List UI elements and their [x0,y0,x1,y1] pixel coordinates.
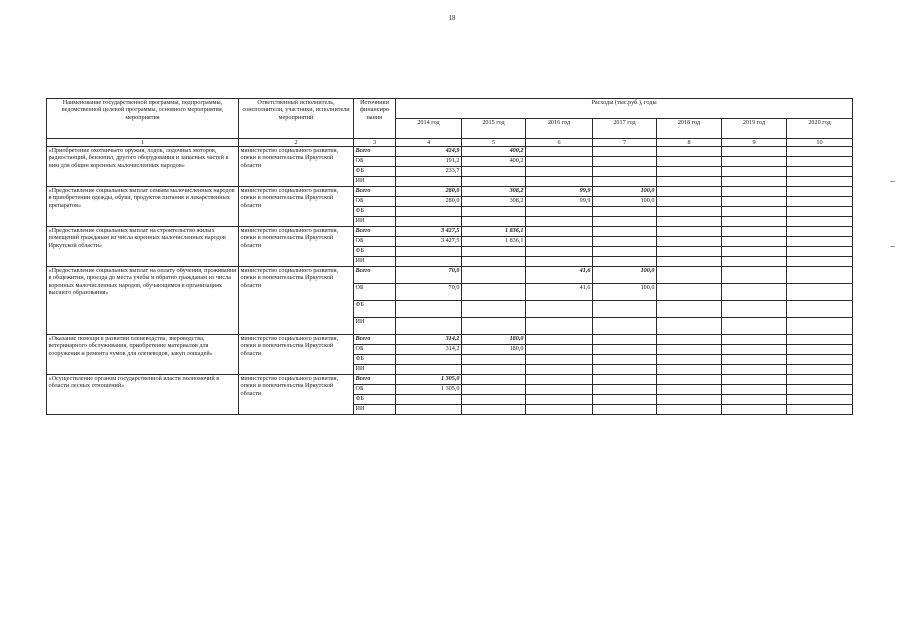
expense-value [593,247,657,257]
expense-value [722,405,787,415]
expense-value [722,318,787,335]
expense-value [722,147,787,157]
expense-value: 314,2 [396,345,462,355]
expense-value [787,395,853,405]
expense-value [462,355,526,365]
expense-value: 41,6 [526,284,593,301]
activity-name: «Осуществление органом государственной власти полномочий в области лесных отношений» [47,375,239,415]
expense-value: 100,0 [593,267,657,284]
expense-value [396,217,462,227]
expense-value [787,335,853,345]
activity-name: «Предоставление социальных выплат семьям малочисленных народов в приобретении одежды, обуви, продуктов питания и лекарственных препаратов» [47,187,239,227]
activity-name: «Оказание помощи в развитии оленеводства, звероводства, ветеринарного обслуживания, приобретение материалов для сооружения и ремонта чумов для оленеводов, закуп лошадей» [47,335,239,375]
expense-value [657,335,722,345]
expense-value [657,365,722,375]
expense-value [593,207,657,217]
responsible-executor: министерство социального развития, опеки и попечительства Иркутской области [239,187,354,227]
expense-value [396,207,462,217]
expense-value [396,395,462,405]
expense-value: 191,2 [396,157,462,167]
expense-value: 3 427,5 [396,237,462,247]
expense-value: 1 836,1 [462,227,526,237]
expense-value [722,217,787,227]
expense-value: 424,9 [396,147,462,157]
expense-value [593,405,657,415]
header-expenses: Расходы (тыс.руб.), годы [396,99,853,119]
funding-source: ИИ [354,257,396,267]
expense-value [722,167,787,177]
expense-value [787,405,853,415]
expense-value [722,284,787,301]
expense-value [657,375,722,385]
expense-value: 280,0 [396,187,462,197]
expense-value [526,227,593,237]
expense-value [722,237,787,247]
funding-source: Всего [354,227,396,237]
column-number: 2 [239,139,354,147]
table-body [47,147,853,415]
responsible-executor: министерство социального развития, опеки и попечительства Иркутской области [239,147,354,187]
expense-value [657,247,722,257]
expense-value [526,405,593,415]
expense-value: 1 836,1 [462,237,526,247]
responsible-executor: министерство социального развития, опеки и попечительства Иркутской области [239,227,354,267]
expense-value [593,375,657,385]
expense-value [722,177,787,187]
expense-value [462,318,526,335]
expense-value [787,385,853,395]
column-numbers-row [47,139,853,147]
expense-value: 180,0 [462,345,526,355]
table-row [47,267,853,284]
expense-value [526,301,593,318]
expense-value [787,147,853,157]
funding-source: ИИ [354,318,396,335]
header-year: 2020 год [787,119,853,139]
expense-value [526,395,593,405]
expense-value [526,385,593,395]
responsible-executor: министерство социального развития, опеки и попечительства Иркутской области [239,335,354,375]
expense-value [657,147,722,157]
expense-value [396,257,462,267]
table-row [47,335,853,345]
column-number: 4 [396,139,462,147]
expense-value [462,284,526,301]
funding-source: ОБ [354,385,396,395]
expense-value [526,257,593,267]
expense-value: 400,2 [462,157,526,167]
expense-value: 308,2 [462,187,526,197]
expense-value [526,147,593,157]
expense-value [396,247,462,257]
funding-source: Всего [354,147,396,157]
expense-value [787,237,853,247]
expense-value [722,335,787,345]
expense-value [526,157,593,167]
header-year: 2017 год [593,119,657,139]
expense-value: 400,2 [462,147,526,157]
expense-value [787,207,853,217]
expense-value [657,345,722,355]
table-row [47,147,853,157]
expense-value [787,187,853,197]
expense-value [593,365,657,375]
expense-value: 308,2 [462,197,526,207]
page-number: 18 [448,14,456,22]
expense-value [657,267,722,284]
expense-value [657,395,722,405]
responsible-executor: министерство социального развития, опеки и попечительства Иркутской области [239,267,354,335]
expense-value [396,318,462,335]
expense-value [462,217,526,227]
expense-value [722,355,787,365]
funding-source: ФБ [354,247,396,257]
funding-source: ОБ [354,345,396,355]
expense-value: 99,9 [526,187,593,197]
expense-value [787,247,853,257]
expense-value [657,157,722,167]
column-number: 7 [593,139,657,147]
expense-value [593,217,657,227]
expense-value: 1 305,0 [396,375,462,385]
margin-mark [890,181,895,182]
expense-value [657,301,722,318]
expense-value [657,284,722,301]
expense-value: 70,0 [396,267,462,284]
expense-value [787,167,853,177]
expense-value [462,365,526,375]
expense-value [593,335,657,345]
expense-value [657,405,722,415]
funding-source: ИИ [354,177,396,187]
expense-value [396,355,462,365]
expense-value [462,385,526,395]
funding-source: ФБ [354,167,396,177]
expense-value [722,365,787,375]
funding-source: ИИ [354,405,396,415]
expense-value [722,267,787,284]
expense-value [593,345,657,355]
expense-value [722,375,787,385]
responsible-executor: министерство социального развития, опеки и попечительства Иркутской области [239,375,354,415]
funding-source: ФБ [354,355,396,365]
expense-value [396,405,462,415]
expense-value [657,207,722,217]
expense-value [722,207,787,217]
expense-value [462,267,526,284]
expense-value [657,385,722,395]
funding-source: Всего [354,375,396,385]
expense-value [526,345,593,355]
expense-value [787,177,853,187]
expense-value [722,301,787,318]
expense-value [657,177,722,187]
expense-value [593,355,657,365]
activity-name: «Приобретение охотничьего оружия, лодок, лодочных моторов, радиостанций, бензопил, другого оборудования и запасных частей к ним для общин коренных малочисленных народов» [47,147,239,187]
expense-value [722,247,787,257]
funding-source: ОБ [354,157,396,167]
activity-name: «Предоставление социальных выплат на оплату обучения, проживания в общежитии, проезда до места учебы и обратно гражданам из числа коренных малочисленных народов, обучающимся в организациях высшего образования» [47,267,239,335]
expense-value [526,247,593,257]
expense-value [593,237,657,247]
expense-value [787,197,853,207]
expense-value [787,301,853,318]
funding-source: ИИ [354,365,396,375]
expense-value [787,365,853,375]
margin-mark [890,246,895,247]
header-year: 2018 год [657,119,722,139]
expense-value [593,177,657,187]
expense-value [787,227,853,237]
expense-value [462,257,526,267]
header-responsible: Ответственный исполнитель, соисполнители, участники, исполнители мероприятий [239,99,354,139]
expense-value [722,227,787,237]
expense-value [526,318,593,335]
expense-value [787,217,853,227]
column-number: 9 [722,139,787,147]
expense-value [787,318,853,335]
expense-value [787,257,853,267]
expense-value: 314,2 [396,335,462,345]
table-row [47,227,853,237]
expenses-table [46,98,853,415]
expense-value: 180,0 [462,335,526,345]
funding-source: ФБ [354,207,396,217]
column-number: 1 [47,139,239,147]
expense-value: 280,0 [396,197,462,207]
expense-value [396,365,462,375]
expense-value [462,207,526,217]
expense-value [787,284,853,301]
column-number: 8 [657,139,722,147]
expense-value [462,375,526,385]
expense-value [526,335,593,345]
expense-value [526,177,593,187]
expense-value [722,187,787,197]
header-source: Источники финансиро вания [354,99,396,139]
funding-source: ИИ [354,217,396,227]
expense-value [526,355,593,365]
column-number: 5 [462,139,526,147]
expense-value [722,345,787,355]
expense-value [657,318,722,335]
funding-source: Всего [354,335,396,345]
expense-value [526,375,593,385]
expense-value: 100,0 [593,197,657,207]
expense-value [462,177,526,187]
expense-value [657,197,722,207]
expense-value [462,167,526,177]
funding-source: ФБ [354,301,396,318]
funding-source: ОБ [354,284,396,301]
table-row [47,375,853,385]
expense-value [657,167,722,177]
expense-value [787,355,853,365]
funding-source: ОБ [354,197,396,207]
expense-value [593,227,657,237]
header-year: 2015 год [462,119,526,139]
expense-value [593,395,657,405]
expense-value [722,385,787,395]
expense-value [462,247,526,257]
expense-value: 99,9 [526,197,593,207]
header-year: 2016 год [526,119,593,139]
expense-value [657,187,722,197]
expense-value [593,167,657,177]
header-year: 2014 год [396,119,462,139]
expense-value [657,237,722,247]
column-number: 6 [526,139,593,147]
expense-value [593,157,657,167]
column-number: 10 [787,139,853,147]
expense-value [787,375,853,385]
expense-value [593,257,657,267]
expense-value [722,157,787,167]
funding-source: Всего [354,187,396,197]
expense-value [396,177,462,187]
activity-name: «Предоставление социальных выплат на строительство жилых помещений гражданам из числа коренных малочисленных народов Иркутской области» [47,227,239,267]
expense-value [396,301,462,318]
expense-value: 233,7 [396,167,462,177]
expense-value: 100,0 [593,187,657,197]
expense-value [657,227,722,237]
expense-value [657,257,722,267]
header-name: Наименование государственной программы, подпрограммы, ведомственной целевой программы, основного мероприятия, мероприятия [47,99,239,139]
expense-value [593,385,657,395]
table-header [47,99,853,147]
funding-source: ОБ [354,237,396,247]
expense-value [722,257,787,267]
funding-source: ФБ [354,395,396,405]
expense-value: 70,0 [396,284,462,301]
expense-value [787,267,853,284]
expense-value [526,167,593,177]
expense-value [462,405,526,415]
expense-value [722,197,787,207]
expense-value [526,237,593,247]
expense-value: 1 305,0 [396,385,462,395]
expense-value [722,395,787,405]
funding-source: Всего [354,267,396,284]
expense-value [593,147,657,157]
expense-value [526,365,593,375]
expense-value [787,345,853,355]
table-row [47,187,853,197]
header-year: 2019 год [722,119,787,139]
expense-value [462,395,526,405]
expense-value [526,217,593,227]
expense-value [657,355,722,365]
expense-value [593,301,657,318]
expense-value [462,301,526,318]
expense-value [787,157,853,167]
expense-value [593,318,657,335]
column-number: 3 [354,139,396,147]
expense-value: 3 427,5 [396,227,462,237]
expense-value [657,217,722,227]
expense-value [526,207,593,217]
expense-value: 100,0 [593,284,657,301]
expense-value: 41,6 [526,267,593,284]
